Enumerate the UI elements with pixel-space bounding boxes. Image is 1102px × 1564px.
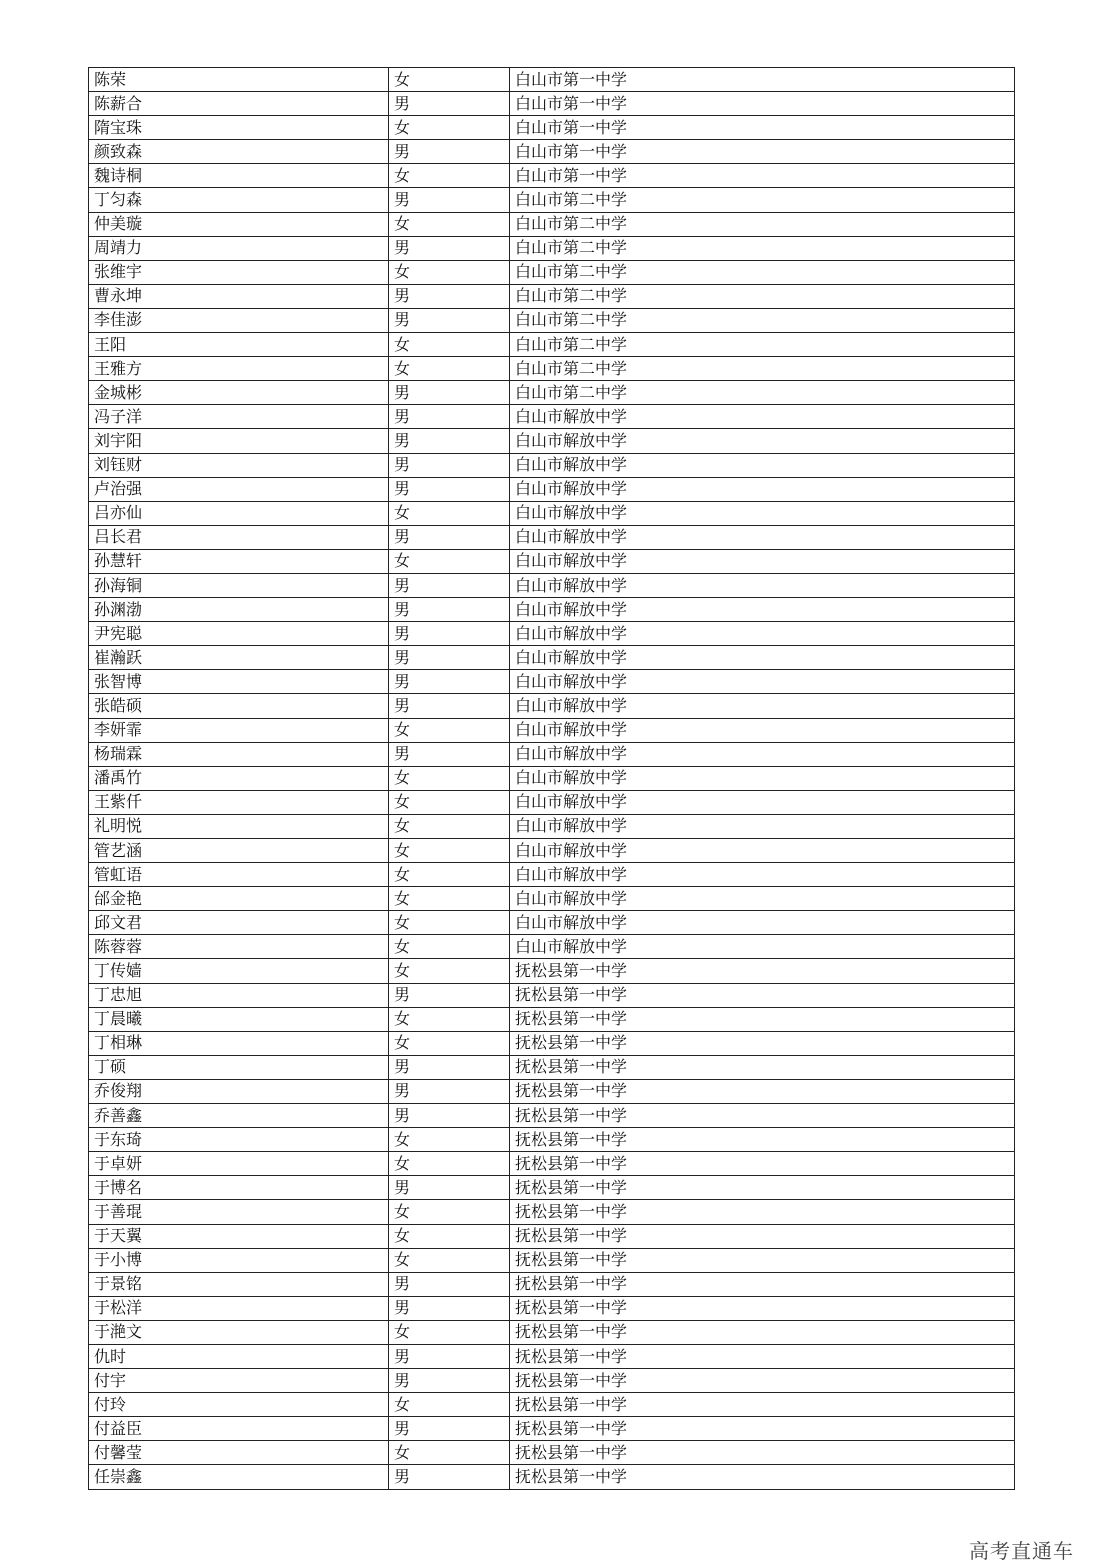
gender-cell: 女	[389, 1441, 510, 1465]
school-cell: 白山市第一中学	[510, 68, 1015, 92]
table-row	[89, 742, 1015, 766]
school-cell: 白山市第一中学	[510, 140, 1015, 164]
gender-cell: 女	[389, 887, 510, 911]
name-cell: 李妍霏	[89, 718, 389, 742]
name-cell: 于天翼	[89, 1224, 389, 1248]
gender-cell: 女	[389, 1152, 510, 1176]
name-cell: 颜致森	[89, 140, 389, 164]
table-row	[89, 1128, 1015, 1152]
gender-cell: 男	[389, 1417, 510, 1441]
gender-cell: 女	[389, 1248, 510, 1272]
table-row	[89, 1224, 1015, 1248]
school-cell: 白山市第二中学	[510, 357, 1015, 381]
table-row	[89, 1079, 1015, 1103]
school-cell: 抚松县第一中学	[510, 1344, 1015, 1368]
table-row	[89, 718, 1015, 742]
gender-cell: 男	[389, 646, 510, 670]
gender-cell: 女	[389, 959, 510, 983]
name-cell: 卢治强	[89, 477, 389, 501]
school-cell: 抚松县第一中学	[510, 1007, 1015, 1031]
gender-cell: 男	[389, 284, 510, 308]
school-cell: 抚松县第一中学	[510, 1296, 1015, 1320]
name-cell: 于东琦	[89, 1128, 389, 1152]
school-cell: 白山市解放中学	[510, 670, 1015, 694]
school-cell: 白山市解放中学	[510, 887, 1015, 911]
table-row	[89, 814, 1015, 838]
name-cell: 尹宪聪	[89, 622, 389, 646]
school-cell: 白山市解放中学	[510, 694, 1015, 718]
table-row	[89, 1344, 1015, 1368]
table-row	[89, 1417, 1015, 1441]
gender-cell: 男	[389, 1104, 510, 1128]
name-cell: 张维宇	[89, 260, 389, 284]
school-cell: 白山市第二中学	[510, 333, 1015, 357]
gender-cell: 女	[389, 164, 510, 188]
table-row	[89, 573, 1015, 597]
school-cell: 抚松县第一中学	[510, 1079, 1015, 1103]
gender-cell: 男	[389, 694, 510, 718]
gender-cell: 男	[389, 405, 510, 429]
name-cell: 乔善鑫	[89, 1104, 389, 1128]
school-cell: 白山市解放中学	[510, 935, 1015, 959]
gender-cell: 女	[389, 357, 510, 381]
school-cell: 抚松县第一中学	[510, 1031, 1015, 1055]
table-row	[89, 92, 1015, 116]
school-cell: 白山市第二中学	[510, 212, 1015, 236]
gender-cell: 女	[389, 1393, 510, 1417]
school-cell: 抚松县第一中学	[510, 1320, 1015, 1344]
table-row	[89, 1007, 1015, 1031]
school-cell: 抚松县第一中学	[510, 1055, 1015, 1079]
table-row	[89, 1176, 1015, 1200]
gender-cell: 女	[389, 68, 510, 92]
name-cell: 礼明悦	[89, 814, 389, 838]
name-cell: 乔俊翔	[89, 1079, 389, 1103]
gender-cell: 男	[389, 236, 510, 260]
name-cell: 于松洋	[89, 1296, 389, 1320]
name-cell: 崔瀚跃	[89, 646, 389, 670]
table-row	[89, 983, 1015, 1007]
gender-cell: 男	[389, 381, 510, 405]
gender-cell: 女	[389, 911, 510, 935]
name-cell: 邰金艳	[89, 887, 389, 911]
name-cell: 付馨莹	[89, 1441, 389, 1465]
name-cell: 金城彬	[89, 381, 389, 405]
school-cell: 白山市解放中学	[510, 718, 1015, 742]
watermark: 高考直通车	[969, 1539, 1074, 1563]
school-cell: 白山市解放中学	[510, 525, 1015, 549]
name-cell: 于小博	[89, 1248, 389, 1272]
gender-cell: 男	[389, 188, 510, 212]
name-cell: 陈荣	[89, 68, 389, 92]
school-cell: 抚松县第一中学	[510, 983, 1015, 1007]
name-cell: 仲美璇	[89, 212, 389, 236]
school-cell: 抚松县第一中学	[510, 1104, 1015, 1128]
name-cell: 王雅方	[89, 357, 389, 381]
school-cell: 抚松县第一中学	[510, 1176, 1015, 1200]
table-row	[89, 357, 1015, 381]
name-cell: 陈薪合	[89, 92, 389, 116]
name-cell: 王紫仟	[89, 790, 389, 814]
school-cell: 白山市解放中学	[510, 573, 1015, 597]
name-cell: 魏诗桐	[89, 164, 389, 188]
gender-cell: 女	[389, 1128, 510, 1152]
name-cell: 杨瑞霖	[89, 742, 389, 766]
name-cell: 隋宝珠	[89, 116, 389, 140]
name-cell: 丁硕	[89, 1055, 389, 1079]
table-row	[89, 1296, 1015, 1320]
name-cell: 潘禹竹	[89, 766, 389, 790]
school-cell: 抚松县第一中学	[510, 959, 1015, 983]
school-cell: 白山市第二中学	[510, 308, 1015, 332]
school-cell: 白山市第一中学	[510, 116, 1015, 140]
name-cell: 丁传嫱	[89, 959, 389, 983]
school-cell: 抚松县第一中学	[510, 1248, 1015, 1272]
school-cell: 白山市解放中学	[510, 429, 1015, 453]
table-row	[89, 1320, 1015, 1344]
gender-cell: 女	[389, 814, 510, 838]
name-cell: 吕亦仙	[89, 501, 389, 525]
name-cell: 王阳	[89, 333, 389, 357]
school-cell: 抚松县第一中学	[510, 1417, 1015, 1441]
name-cell: 任崇鑫	[89, 1465, 389, 1489]
school-cell: 白山市第一中学	[510, 164, 1015, 188]
table-row	[89, 670, 1015, 694]
table-row	[89, 1248, 1015, 1272]
table-row	[89, 1200, 1015, 1224]
table-row	[89, 694, 1015, 718]
table-row	[89, 959, 1015, 983]
gender-cell: 女	[389, 863, 510, 887]
gender-cell: 女	[389, 1224, 510, 1248]
name-cell: 于博名	[89, 1176, 389, 1200]
table-row	[89, 236, 1015, 260]
gender-cell: 女	[389, 501, 510, 525]
name-cell: 丁匀森	[89, 188, 389, 212]
table-row	[89, 477, 1015, 501]
school-cell: 抚松县第一中学	[510, 1369, 1015, 1393]
gender-cell: 男	[389, 1176, 510, 1200]
school-cell: 白山市解放中学	[510, 622, 1015, 646]
school-cell: 白山市第一中学	[510, 92, 1015, 116]
table-row	[89, 164, 1015, 188]
gender-cell: 男	[389, 670, 510, 694]
school-cell: 白山市第二中学	[510, 284, 1015, 308]
gender-cell: 女	[389, 333, 510, 357]
table-row	[89, 116, 1015, 140]
name-cell: 付宇	[89, 1369, 389, 1393]
table-row	[89, 140, 1015, 164]
gender-cell: 男	[389, 525, 510, 549]
gender-cell: 女	[389, 935, 510, 959]
gender-cell: 男	[389, 1296, 510, 1320]
name-cell: 于善琨	[89, 1200, 389, 1224]
school-cell: 白山市解放中学	[510, 501, 1015, 525]
gender-cell: 男	[389, 573, 510, 597]
table-row	[89, 1369, 1015, 1393]
gender-cell: 女	[389, 212, 510, 236]
table-row	[89, 1272, 1015, 1296]
name-cell: 丁忠旭	[89, 983, 389, 1007]
gender-cell: 男	[389, 477, 510, 501]
gender-cell: 男	[389, 598, 510, 622]
table-row	[89, 308, 1015, 332]
name-cell: 冯子洋	[89, 405, 389, 429]
gender-cell: 女	[389, 790, 510, 814]
gender-cell: 男	[389, 308, 510, 332]
roster-table	[88, 67, 1015, 1490]
gender-cell: 男	[389, 1465, 510, 1489]
school-cell: 白山市解放中学	[510, 598, 1015, 622]
table-row	[89, 887, 1015, 911]
school-cell: 白山市解放中学	[510, 814, 1015, 838]
school-cell: 白山市解放中学	[510, 911, 1015, 935]
name-cell: 付玲	[89, 1393, 389, 1417]
gender-cell: 男	[389, 983, 510, 1007]
table-row	[89, 284, 1015, 308]
gender-cell: 男	[389, 453, 510, 477]
name-cell: 张智博	[89, 670, 389, 694]
school-cell: 白山市解放中学	[510, 742, 1015, 766]
school-cell: 白山市解放中学	[510, 839, 1015, 863]
school-cell: 白山市解放中学	[510, 405, 1015, 429]
name-cell: 丁晨曦	[89, 1007, 389, 1031]
gender-cell: 男	[389, 429, 510, 453]
gender-cell: 男	[389, 1344, 510, 1368]
gender-cell: 女	[389, 1031, 510, 1055]
name-cell: 周靖力	[89, 236, 389, 260]
table-row	[89, 622, 1015, 646]
name-cell: 刘钰财	[89, 453, 389, 477]
name-cell: 付益臣	[89, 1417, 389, 1441]
table-row	[89, 429, 1015, 453]
school-cell: 抚松县第一中学	[510, 1393, 1015, 1417]
school-cell: 白山市解放中学	[510, 863, 1015, 887]
gender-cell: 男	[389, 1055, 510, 1079]
gender-cell: 男	[389, 92, 510, 116]
school-cell: 白山市第二中学	[510, 381, 1015, 405]
name-cell: 邱文君	[89, 911, 389, 935]
name-cell: 孙海铜	[89, 573, 389, 597]
gender-cell: 男	[389, 1079, 510, 1103]
school-cell: 白山市第二中学	[510, 236, 1015, 260]
name-cell: 管虹语	[89, 863, 389, 887]
table-row	[89, 646, 1015, 670]
table-row	[89, 1441, 1015, 1465]
table-row	[89, 911, 1015, 935]
table-row	[89, 260, 1015, 284]
table-row	[89, 525, 1015, 549]
school-cell: 抚松县第一中学	[510, 1465, 1015, 1489]
school-cell: 抚松县第一中学	[510, 1272, 1015, 1296]
table-row	[89, 863, 1015, 887]
school-cell: 抚松县第一中学	[510, 1152, 1015, 1176]
name-cell: 于滟文	[89, 1320, 389, 1344]
school-cell: 白山市解放中学	[510, 477, 1015, 501]
name-cell: 曹永坤	[89, 284, 389, 308]
table-row	[89, 598, 1015, 622]
table-row	[89, 381, 1015, 405]
school-cell: 白山市解放中学	[510, 549, 1015, 573]
gender-cell: 男	[389, 742, 510, 766]
school-cell: 白山市解放中学	[510, 453, 1015, 477]
school-cell: 白山市解放中学	[510, 766, 1015, 790]
school-cell: 白山市第二中学	[510, 188, 1015, 212]
table-row	[89, 188, 1015, 212]
gender-cell: 女	[389, 718, 510, 742]
name-cell: 刘宇阳	[89, 429, 389, 453]
table-row	[89, 1152, 1015, 1176]
gender-cell: 男	[389, 140, 510, 164]
table-row	[89, 68, 1015, 92]
gender-cell: 男	[389, 622, 510, 646]
school-cell: 抚松县第一中学	[510, 1441, 1015, 1465]
gender-cell: 女	[389, 1200, 510, 1224]
name-cell: 孙渊渤	[89, 598, 389, 622]
table-row	[89, 1055, 1015, 1079]
name-cell: 丁相琳	[89, 1031, 389, 1055]
gender-cell: 女	[389, 1007, 510, 1031]
school-cell: 抚松县第一中学	[510, 1224, 1015, 1248]
gender-cell: 女	[389, 1320, 510, 1344]
table-row	[89, 1104, 1015, 1128]
name-cell: 吕长君	[89, 525, 389, 549]
school-cell: 抚松县第一中学	[510, 1200, 1015, 1224]
name-cell: 陈蓉蓉	[89, 935, 389, 959]
table-row	[89, 839, 1015, 863]
name-cell: 孙慧轩	[89, 549, 389, 573]
table-row	[89, 405, 1015, 429]
table-row	[89, 549, 1015, 573]
gender-cell: 男	[389, 1369, 510, 1393]
name-cell: 李佳澎	[89, 308, 389, 332]
roster-body	[89, 68, 1015, 1490]
gender-cell: 女	[389, 839, 510, 863]
table-row	[89, 1393, 1015, 1417]
gender-cell: 男	[389, 1272, 510, 1296]
table-row	[89, 1031, 1015, 1055]
school-cell: 白山市第二中学	[510, 260, 1015, 284]
school-cell: 抚松县第一中学	[510, 1128, 1015, 1152]
name-cell: 管艺涵	[89, 839, 389, 863]
table-row	[89, 453, 1015, 477]
gender-cell: 女	[389, 116, 510, 140]
name-cell: 于卓妍	[89, 1152, 389, 1176]
gender-cell: 女	[389, 766, 510, 790]
table-row	[89, 333, 1015, 357]
table-row	[89, 1465, 1015, 1489]
gender-cell: 女	[389, 549, 510, 573]
table-row	[89, 212, 1015, 236]
school-cell: 白山市解放中学	[510, 646, 1015, 670]
table-row	[89, 935, 1015, 959]
name-cell: 仇时	[89, 1344, 389, 1368]
table-row	[89, 766, 1015, 790]
name-cell: 张皓硕	[89, 694, 389, 718]
gender-cell: 女	[389, 260, 510, 284]
school-cell: 白山市解放中学	[510, 790, 1015, 814]
name-cell: 于景铭	[89, 1272, 389, 1296]
table-row	[89, 501, 1015, 525]
table-row	[89, 790, 1015, 814]
